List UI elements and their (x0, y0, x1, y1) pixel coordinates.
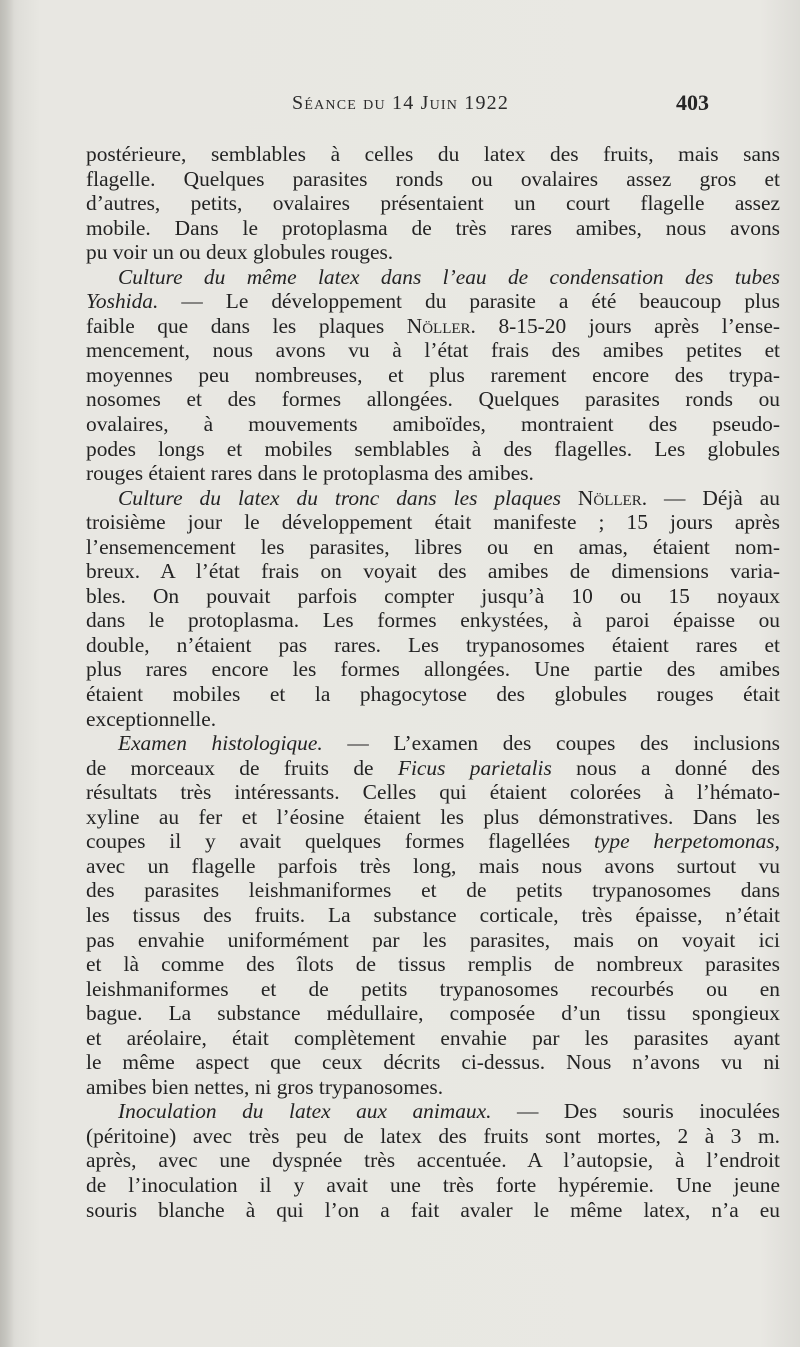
author-name: Nöller (406, 313, 471, 338)
taxon-term: type herpetomonas (593, 829, 775, 854)
text-line (86, 265, 780, 290)
text-line: et là comme des îlots de tissus remplis de nombreux parasites (86, 952, 780, 977)
text-line: coupes il y avait quelques formes flagellées type herpetomonas, (86, 829, 780, 854)
text-line: Inoculation du latex aux animaux. — Des souris inoculées (118, 1099, 780, 1124)
text-line: Yoshida. — Le développement du parasite a été beaucoup plus (86, 289, 780, 314)
section-heading: Culture du latex du tronc dans les plaques (118, 485, 561, 510)
text-line: les tissus des fruits. La substance corticale, très épaisse, n’était (86, 902, 780, 927)
text-line: (péritoine) avec très peu de latex des fruits sont mortes, 2 à 3 m. (86, 1123, 780, 1148)
text-line: résultats très intéressants. Celles qui étaient colorées à l’hémato- (86, 780, 780, 805)
text-line: leishmaniformes et de petits trypanosomes recourbés ou en (86, 976, 780, 1001)
text-line: des parasites leishmaniformes et de petits trypanosomes dans (86, 878, 780, 903)
text-line: faible que dans les plaques Nöller. 8-15-20 jours après l’ense- (86, 313, 780, 338)
page-number: 403 (676, 90, 709, 115)
text-line: bles. On pouvait parfois compter jusqu’à 10 ou 15 noyaux (86, 583, 780, 608)
text-line: avec un flagelle parfois très long, mais nous avons surtout vu (86, 853, 780, 878)
section-heading: Yoshida. (86, 289, 159, 314)
text-line: l’ensemencement les parasites, libres ou en amas, étaient nom- (86, 534, 780, 559)
text-line: double, n’étaient pas rares. Les trypanosomes étaient rares et (86, 632, 780, 657)
species-name: Ficus parietalis (397, 755, 552, 780)
text-line: Examen histologique. — L’examen des coupes des inclusions (118, 731, 780, 756)
text-line: et aréolaire, était complètement envahie par les parasites ayant (86, 1025, 780, 1050)
text-line: nosomes et des formes allongées. Quelques parasites ronds ou (86, 387, 780, 412)
text-line: postérieure, semblables à celles du latex des fruits, mais sans (86, 142, 780, 166)
text-line: le même aspect que ceux décrits ci-dessus. Nous n’avons vu ni (86, 1050, 780, 1075)
text-line: troisième jour le développement était manifeste ; 15 jours après (86, 510, 780, 535)
text-line: plus rares encore les formes allongées. Une partie des amibes (86, 657, 780, 682)
text-line: étaient mobiles et la phagocytose des globules rouges était (86, 682, 780, 707)
text-line: pu voir un ou deux globules rouges. (86, 240, 394, 265)
text-line: bague. La substance médullaire, composée d’un tissu spongieux (86, 1001, 780, 1026)
text-line: moyennes peu nombreuses, et plus rarement encore des trypa- (86, 362, 780, 387)
text-line: ovalaires, à mouvements amiboïdes, montraient des pseudo- (86, 412, 780, 437)
running-head (0, 92, 800, 122)
body-text (86, 142, 780, 1222)
text-line: après, avec une dyspnée très accentuée. A l’autopsie, à l’endroit (86, 1148, 780, 1173)
text-line: de morceaux de fruits de Ficus parietalis nous a donné des (86, 755, 780, 780)
section-heading: Inoculation du latex aux animaux. (118, 1099, 492, 1124)
text-line: podes longs et mobiles semblables à des flagelles. Les globules (86, 436, 780, 461)
text-line: xyline au fer et l’éosine étaient les plus démonstratives. Dans les (86, 804, 780, 829)
text-line: mobile. Dans le protoplasma de très rares amibes, nous avons (86, 215, 780, 240)
author-name: Nöller (577, 485, 642, 510)
text-line: de l’inoculation il y avait une très forte hypéremie. Une jeune (86, 1172, 780, 1197)
text-line: dans le protoplasma. Les formes enkystées, à paroi épaisse ou (86, 608, 780, 633)
text-line: rouges étaient rares dans le protoplasma des amibes. (86, 461, 534, 486)
text-line: mencement, nous avons vu à l’état frais des amibes petites et (86, 338, 780, 363)
text-line: d’autres, petits, ovalaires présentaient un court flagelle assez (86, 191, 780, 216)
section-heading: Culture du même latex dans l’eau de condensation des tubes (118, 264, 780, 289)
running-title: Séance du 14 Juin 1922 (292, 92, 510, 114)
text-line: exceptionnelle. (86, 706, 217, 731)
binding-shadow (0, 0, 14, 1347)
text-line: amibes bien nettes, ni gros trypanosomes. (86, 1074, 444, 1099)
text-line: Culture du latex du tronc dans les plaques Nöller. — Déjà au (118, 485, 780, 510)
text-line: souris blanche à qui l’on a fait avaler le même latex, n’a eu (86, 1197, 780, 1222)
text-line: flagelle. Quelques parasites ronds ou ovalaires assez gros et (86, 166, 780, 191)
text-line: breux. A l’état frais on voyait des amibes de dimensions varia- (86, 559, 780, 584)
section-heading: Examen histologique. (118, 731, 323, 756)
text-line: pas envahie uniformément par les parasites, mais on voyait ici (86, 927, 780, 952)
